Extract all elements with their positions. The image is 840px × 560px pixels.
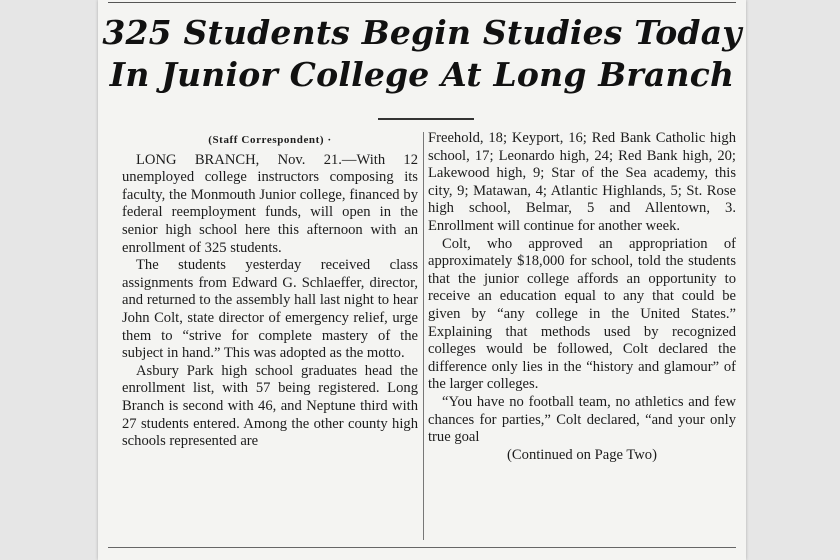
paragraph: “You have no football team, no athletics and few chances for parties,” Colt declared, “and your only true goal: [428, 393, 736, 446]
column-divider: [423, 132, 424, 540]
headline-separator: [378, 118, 474, 120]
article-column-left: [122, 130, 418, 451]
paragraph: LONG BRANCH, Nov. 21.—With 12 unemployed college instructors composing its faculty, the Monmouth Junior college, financed by federal reemployment funds, will open in the senior high school here this afternoon with an enrollment of 325 students.: [122, 151, 418, 256]
byline: (Staff Correspondent) ·: [208, 134, 332, 146]
article-column-right: [428, 130, 736, 464]
bottom-rule: [108, 547, 736, 548]
paragraph: The students yesterday received class assignments from Edward G. Schlaeffer, director, and returned to the assembly hall last night to hear John Colt, state director of emergency relief, urge them to “strive for complete mastery of the subject in hand.” This was adopted as the motto.: [122, 257, 418, 362]
paragraph: Freehold, 18; Keyport, 16; Red Bank Catholic high school, 17; Leonardo high, 24; Red Bank high, 20; Lakewood high, 9; Star of the Sea academy, this city, 9; Matawan, 4; Atlantic Highlands, 5; St. Rose high school, Belmar, 5 and Allentown, 3. Enrollment will continue for another week.: [428, 130, 736, 234]
newspaper-clipping: [98, 0, 746, 560]
continued-notice: (Continued on Page Two): [507, 446, 657, 463]
headline: [98, 12, 746, 96]
paragraph: Colt, who approved an appropriation of approximately $18,000 for school, told the students that the junior college affords an opportunity to receive an education equal to any that could be given by “any college in the United States.” Explaining that methods used by recognized colleges would be followed, Colt declared the difference only lies in the “history and glamour” of the larger colleges.: [428, 235, 736, 393]
headline-line-1: 325 Students Begin Studies Today: [102, 13, 742, 52]
paragraph: Asbury Park high school graduates head the enrollment list, with 57 being registered. Long Branch is second with 46, and Neptune third with 27 students entered. Among the other county high schools represented are: [122, 362, 418, 450]
top-rule: [108, 2, 736, 3]
headline-line-2: In Junior College At Long Branch: [109, 55, 735, 94]
